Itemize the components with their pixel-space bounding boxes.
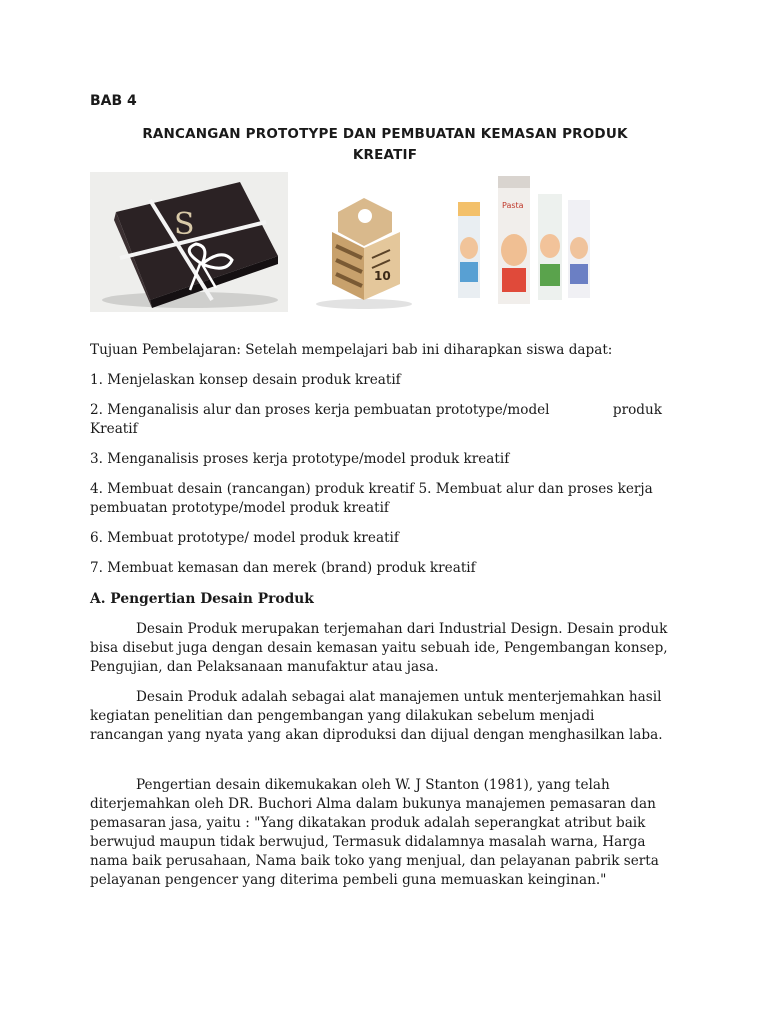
objective-item-3: 3. Menganalisis proses kerja prototype/model produk kreatif (90, 451, 510, 467)
section-heading: A. Pengertian Desain Produk (90, 591, 314, 607)
chocolate-box-photo (90, 172, 288, 312)
chapter-title-line-2: KREATIF (352, 147, 418, 163)
objective-item-2-trailing: produk (612, 402, 662, 418)
paragraph-2-text: Desain Produk adalah sebagai alat manajemen untuk menterjemahkan hasil kegiatan penelitian dan pengembangan yang dilakukan sebelum menjadi rancangan yang nyata yang akan diproduksi dan dijual dengan menghasilkan laba. (90, 689, 663, 743)
chapter-title-line-1: RANCANGAN PROTOTYPE DAN PEMBUATAN KEMASAN PRODUK (142, 126, 628, 142)
packaging-photos (90, 172, 650, 312)
box-monogram: S (174, 207, 195, 242)
chapter-label: BAB 4 (90, 93, 137, 109)
chapter-title (110, 124, 660, 166)
objectives-intro: Tujuan Pembelajaran: Setelah mempelajari bab ini diharapkan siswa dapat: (90, 342, 613, 358)
objective-item-1: 1. Menjelaskan konsep desain produk kreatif (90, 372, 401, 388)
cardboard-carrier-photo (288, 172, 438, 312)
section-paragraph-3 (90, 776, 670, 890)
section-paragraph-1 (90, 620, 670, 677)
svg-text:10: 10 (374, 269, 391, 283)
svg-text:Pasta: Pasta (502, 201, 524, 210)
objective-item-4-5: 4. Membuat desain (rancangan) produk kreatif 5. Membuat alur dan proses kerja pembuatan prototype/model produk kreatif (90, 481, 653, 516)
objective-item-2-text: 2. Menganalisis alur dan proses kerja pembuatan prototype/model (90, 402, 550, 418)
paragraph-1-text: Desain Produk merupakan terjemahan dari Industrial Design. Desain produk bisa disebut juga dengan desain kemasan yaitu sebuah ide, Pengembangan konsep, Pengujian, dan Pelaksanaan manufaktur atau jasa. (90, 621, 668, 675)
objective-item-7: 7. Membuat kemasan dan merek (brand) produk kreatif (90, 560, 476, 576)
objective-item-6: 6. Membuat prototype/ model produk kreatif (90, 530, 399, 546)
objective-item-2-continuation: Kreatif (90, 421, 138, 437)
objective-item-2 (90, 401, 670, 439)
section-paragraph-2 (90, 688, 670, 745)
paragraph-3-text: Pengertian desain dikemukakan oleh W. J Stanton (1981), yang telah diterjemahkan oleh DR. Buchori Alma dalam bukunya manajemen pemasaran dan pemasaran jasa, yaitu : "Yang dikatakan produk adalah seperangkat atribut baik berwujud maupun tidak berwujud, Termasuk didalamnya masalah warna, Harga nama baik perusahaan, Nama baik toko yang menjual, dan pelayanan pabrik serta pelayanan pengencer yang diterima pembeli guna memuaskan keinginan." (90, 777, 659, 888)
tube-packaging-photo (450, 172, 600, 312)
